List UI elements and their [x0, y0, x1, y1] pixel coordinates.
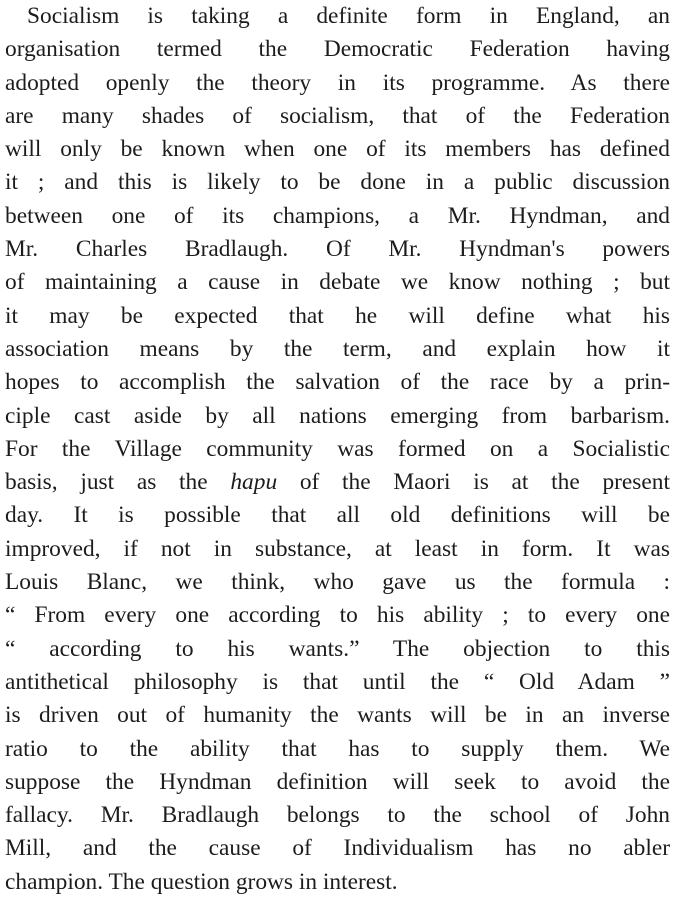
text-line-hapu [5, 466, 670, 499]
text-line: improved, if not in substance, at least in form. It was [5, 535, 670, 562]
text-line: ciple cast aside by all nations emerging from barbarism. [5, 402, 670, 429]
text-line: association means by the term, and explain how it [5, 335, 670, 362]
text-line: For the Village community was formed on a Socialistic [5, 435, 670, 462]
text-line: Louis Blanc, we think, who gave us the formula : [5, 569, 670, 596]
text-line: Mr. Charles Bradlaugh. Of Mr. Hyndman's powers [5, 236, 670, 263]
text-line: organisation termed the Democratic Federation having [5, 36, 670, 63]
text-line: adopted openly the theory in its programme. As there [5, 69, 670, 96]
text-line: Socialism is taking a definite form in England, an [27, 3, 670, 29]
text-line: hopes to accomplish the salvation of the race by a prin- [5, 369, 670, 396]
text-line: it ; and this is likely to be done in a public discussion [5, 169, 670, 196]
text-line: day. It is possible that all old definitions will be [5, 502, 670, 529]
text-segment: basis, just as the [5, 469, 231, 496]
text-line: will only be known when one of its members has defined [5, 136, 670, 163]
text-line: Mill, and the cause of Individualism has no abler [5, 835, 670, 862]
text-line: “ according to his wants.” The objection to this [5, 635, 670, 662]
text-line: are many shades of socialism, that of the Federation [5, 102, 670, 129]
text-line: “ From every one according to his ability ; to every one [5, 602, 670, 629]
text-line: fallacy. Mr. Bradlaugh belongs to the school of John [5, 802, 670, 829]
text-line: is driven out of humanity the wants will be in an inverse [5, 702, 670, 729]
text-line: of maintaining a cause in debate we know nothing ; but [5, 269, 670, 296]
text-line: between one of its champions, a Mr. Hyndman, and [5, 202, 670, 229]
text-line: suppose the Hyndman definition will seek to avoid the [5, 768, 670, 795]
italic-word: hapu [230, 469, 278, 496]
text-line: ratio to the ability that has to supply them. We [5, 735, 670, 762]
text-segment: of the Maori is at the present [277, 469, 670, 496]
article-text [5, 0, 670, 899]
text-line: it may be expected that he will define what his [5, 302, 670, 329]
text-line: champion. The question grows in interest. [5, 868, 398, 895]
text-line: antithetical philosophy is that until the “ Old Adam ” [5, 668, 670, 695]
